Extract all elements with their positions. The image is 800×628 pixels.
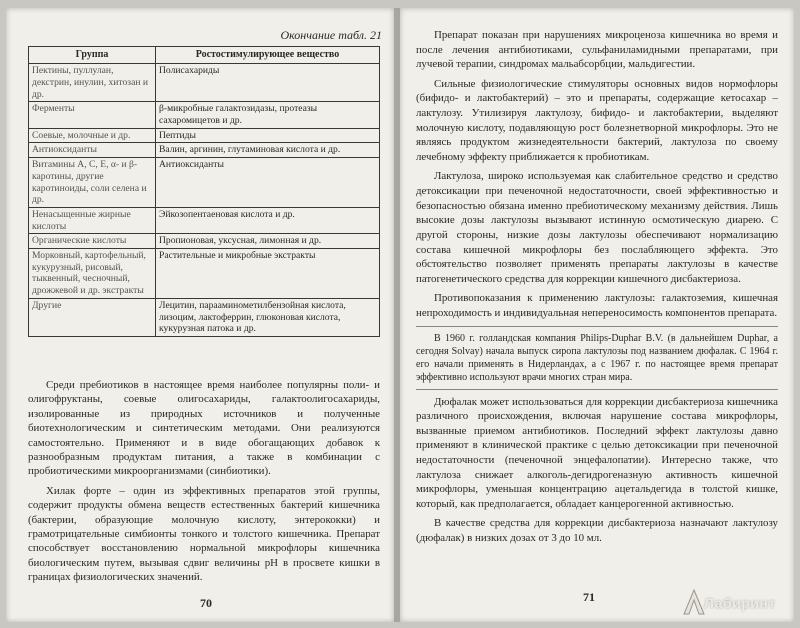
- labirint-logo-icon: [682, 588, 706, 616]
- divider: [416, 326, 778, 327]
- paragraph: Противопоказания к применению лактулозы: галактоземия, кишечная непроходимость и индивидуальная непереносимость компонентов препарата.: [416, 292, 778, 319]
- table-row: [29, 234, 380, 249]
- labirint-watermark: [682, 588, 792, 618]
- cell-substance: Пропионовая, уксусная, лимонная и др.: [156, 234, 380, 249]
- cell-substance: Лецитин, парааминометилбензойная кислота, лизоцим, лактоферрин, глюконовая кислота, кукурузная патока и др.: [156, 298, 380, 336]
- cell-substance: Антиоксиданты: [156, 158, 380, 208]
- cell-group: Соевые, молочные и др.: [29, 128, 156, 143]
- table-header-row: [29, 47, 380, 64]
- cell-group: Органические кислоты: [29, 234, 156, 249]
- header-substance: Ростостимулирующее вещество: [156, 47, 380, 64]
- cell-group: Ненасыщенные жирные кислоты: [29, 207, 156, 233]
- cell-group: Пектины, пуллулан, декстрин, инулин, хитозан и др.: [29, 64, 156, 102]
- cell-substance: Полисахариды: [156, 64, 380, 102]
- table-row: [29, 143, 380, 158]
- cell-group: Морковный, картофельный, кукурузный, рисовый, тыквенный, чесночный, дрожжевой и др. экстракты: [29, 249, 156, 299]
- table-row: [29, 158, 380, 208]
- table-row: [29, 207, 380, 233]
- cell-group: Антиоксиданты: [29, 143, 156, 158]
- paragraph: Лактулоза, широко используемая как слабительное средство и средство детоксикации при печеночной недостаточности, своей эффективностью и безопасностью обязана именно пребиотическому механизму действия. Лишь высокие дозы лактулозы вызывают истинную осмотическую диарею. С другой стороны, низкие дозы лактулозы обеспечивают нормализацию состава кишечной микрофлоры без послабляющего эффекта. Это обстоятельство позволяет применять препараты лактулозы в качестве патогенетического средства для коррекции кишечного дисбактериоза.: [416, 170, 778, 285]
- paragraph: В качестве средства для коррекции дисбактериоза назначают лактулозу (дюфалак) в низких дозах от 3 до 10 мл.: [416, 517, 778, 545]
- cell-group: Витамины А, С, Е, α- и β-каротины, другие каротиноиды, соли селена и др.: [29, 158, 156, 208]
- page-number-left: 70: [200, 596, 212, 610]
- cell-group: Другие: [29, 298, 156, 336]
- table-row: [29, 298, 380, 336]
- substances-table: [28, 46, 380, 337]
- watermark-text: Лабиринт: [704, 595, 776, 611]
- cell-substance: Эйкозопентаеновая кислота и др.: [156, 207, 380, 233]
- table-row: [29, 102, 380, 128]
- divider: [416, 389, 778, 390]
- cell-substance: Растительные и микробные экстракты: [156, 249, 380, 299]
- paragraph: Дюфалак может использоваться для коррекции дисбактериоза кишечника различного происхождения, включая нарушение состава микрофлоры, вызванные приемом антибиотиков. Последний эффект лактулозы давно применяют в клинической практике с целью детоксикации при печеночной недостаточности (печеночной энцефалопатии). Интересно также, что лактулоза снижает алкоголь-дегидрогеназную активность кишечной микрофлоры, уменьшая концентрацию ацетальдегида в толстой кишке, который, как предполагается, обладает канцерогенной активностью.: [416, 395, 778, 510]
- cell-substance: β-микробные галактозидазы, протеазы сахаромицетов и др.: [156, 102, 380, 128]
- paragraph: Среди пребиотиков в настоящее время наиболее популярны поли- и олигофруктаны, соевые олигосахариды, галактоолигосахариды, изолированные из природных источников и полученные биотехнологическим и синтетическим методами. Они реализуются самостоятельно. Применяют и в виде обогащающих добавок к разнообразным продуктам питания, а также в комбинации с пробиотическими микроорганизмами (синбиотики).: [28, 379, 380, 478]
- table-row: [29, 64, 380, 102]
- table-row: [29, 249, 380, 299]
- table-caption: Окончание табл. 21: [280, 28, 382, 42]
- cell-substance: Пептиды: [156, 128, 380, 143]
- paragraph: Хилак форте – один из эффективных препаратов этой группы, содержит продукты обмена веществ естественных бактерий кишечника (бактерии, образующие молочную кислоту, энтерококки) и грамотрицательные симбионты тонкого и толстого кишечника. Препарат способствует восстановлению нормальной микрофлоры кишечника биологическим путем, вызывая сдвиг величины рН в просвете кишки в границах физиологических значений.: [28, 484, 380, 584]
- history-note: В 1960 г. голландская компания Philips-Duphar B.V. (в дальнейшем Duphar, а сегодня Solvay) начала выпуск сиропа лактулозы под названием дюфалак. С 1964 г. его начали применять в Нидерландах, а с 1967 г. по настоящее время препарат эффективно используют врачи многих стран мира.: [416, 332, 778, 383]
- page-number-right: 71: [583, 590, 595, 604]
- cell-substance: Валин, аргинин, глутаминовая кислота и др.: [156, 143, 380, 158]
- header-group: Группа: [29, 47, 156, 64]
- cell-group: Ферменты: [29, 102, 156, 128]
- table-row: [29, 128, 380, 143]
- paragraph: Препарат показан при нарушениях микроценоза кишечника во время и после лечения антибиотиками, сульфаниламидными препаратами, при лучевой терапии, синдромах мальабсорбции, мальдигестии.: [416, 29, 778, 71]
- right-body-text: [416, 28, 778, 551]
- left-body-text: [28, 378, 380, 589]
- paragraph: Сильные физиологические стимуляторы основных видов нормофлоры (бифидо- и лактобактерий) – это и препараты, содержащие кетосахар – лактулозу. Утилизируя лактулозу, бифидо- и лактобактерии, выделяют молочную кислоту, подавляющую рост болезнетворной микрофлоры. Это не являясь продуктом жизнедеятельности бактерий, лактулоза по своему лечебному эффекту приближается к пробиотикам.: [416, 77, 778, 163]
